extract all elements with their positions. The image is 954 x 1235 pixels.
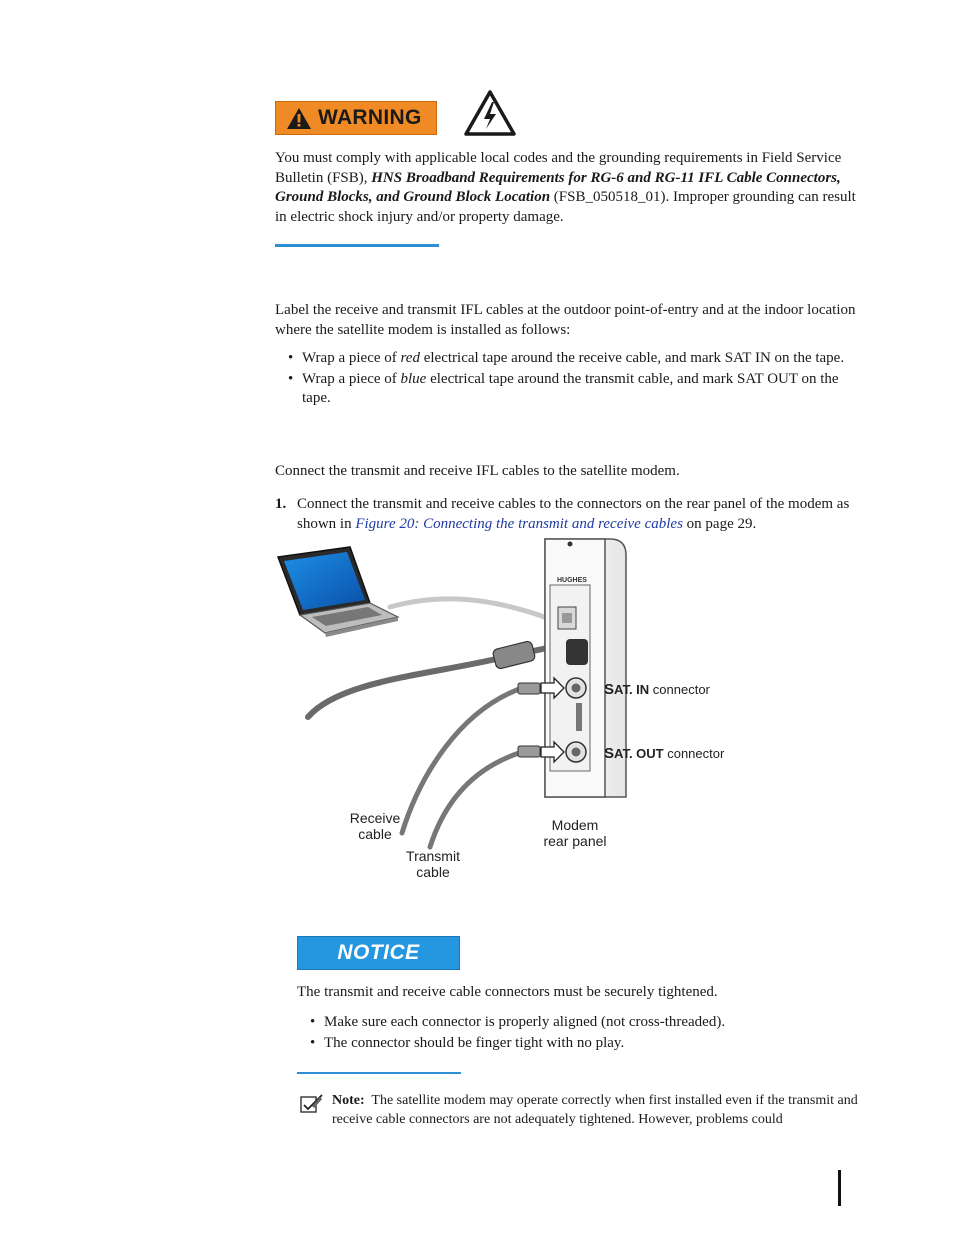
warning-end-rule (275, 244, 439, 247)
step-1 (275, 495, 869, 534)
sat-out-label-suffix: connector (663, 746, 725, 761)
transmit-cable-label-line2: cable (416, 864, 450, 880)
list-item (275, 349, 869, 369)
list-item: • Make sure each connector is properly aligned (not cross-threaded). (297, 1013, 869, 1033)
sat-in-label-suffix: connector (649, 682, 710, 697)
modem-panel-label-line2: rear panel (543, 833, 607, 849)
label-bullet-list (275, 349, 869, 410)
bullet-emphasis: blue (400, 370, 427, 387)
warning-text-intro: You must comply with applicable local codes and the grounding requirements in Field Service Bulletin (FSB), (275, 150, 842, 186)
bullet-emphasis: red (400, 350, 420, 366)
sat-in-label (604, 681, 710, 698)
sat-in-label-name: AT. IN (614, 682, 650, 697)
warning-text (275, 149, 869, 227)
connect-intro: Connect the transmit and receive IFL cables to the satellite modem. (275, 463, 680, 479)
notice-text: The transmit and receive cable connectors must be securely tightened. (297, 984, 718, 1000)
connection-figure (270, 535, 750, 885)
sat-out-label (604, 745, 724, 762)
receive-cable-label-line2: cable (358, 826, 392, 842)
notice-label: NOTICE (337, 941, 420, 964)
step-text-pre: Connect the transmit and receive cables to the connectors on the rear panel of the modem as shown in (297, 496, 850, 532)
notice-badge (297, 936, 460, 970)
notice-bullet-list (297, 1013, 869, 1054)
warning-doc-title: HNS Broadband Requirements for RG-6 and RG-11 IFL Cable Connectors, Ground Blocks, and Ground Block Location (275, 169, 841, 205)
note-body: The satellite modem may operate correctly when first installed even if the transmit and receive cable connectors are not adequately tightened. However, problems could (332, 1093, 858, 1127)
step-text-post: on page 29. (682, 515, 757, 532)
transmit-cable-line (430, 752, 522, 847)
receive-cable-label (342, 810, 408, 842)
warning-badge (275, 101, 437, 135)
list-item: • The connector should be finger tight with no play. (297, 1034, 869, 1054)
modem-panel-label (536, 817, 614, 849)
step-text (297, 495, 869, 534)
receive-cable-label-line1: Receive (349, 810, 401, 826)
change-bar (838, 1170, 841, 1206)
sat-in-label-initial: S (604, 681, 615, 698)
electric-hazard-icon (463, 89, 517, 137)
bullet-text: Wrap a piece of (302, 350, 401, 366)
list-item (275, 370, 869, 409)
figure-link[interactable]: Figure 20: Connecting the transmit and receive cables (355, 515, 683, 532)
note-text (332, 1091, 872, 1129)
transmit-connector-plug (518, 746, 540, 757)
note-label: Note: (332, 1093, 365, 1108)
ethernet-cable (390, 599, 550, 619)
step-number: 1. (275, 496, 287, 512)
ferrite-core (492, 640, 536, 669)
warning-label: WARNING (318, 106, 422, 129)
bullet-text: Wrap a piece of (302, 370, 401, 387)
notice-end-rule (297, 1072, 461, 1074)
laptop-illustration (278, 547, 398, 637)
sat-out-label-initial: S (604, 745, 615, 762)
bullet-text: electrical tape around the transmit cable, and mark SAT OUT on the tape. (302, 370, 839, 406)
note-pencil-icon (299, 1093, 325, 1115)
warning-text-outro: (FSB_050518_01). Improper grounding can result in electric shock injury and/or property damage. (275, 189, 856, 225)
bullet-text: electrical tape around the receive cable, and mark SAT IN on the tape. (419, 350, 845, 366)
transmit-cable-label-line1: Transmit (406, 848, 460, 864)
label-intro: Label the receive and transmit IFL cables at the outdoor point-of-entry and at the indoor location where the satellite modem is installed as follows: (275, 302, 856, 338)
modem-brand-label: HUGHES (557, 577, 587, 584)
transmit-cable-label (398, 848, 468, 880)
receive-connector-plug (518, 683, 540, 694)
modem-panel-label-line1: Modem (551, 817, 599, 833)
sat-out-label-name: AT. OUT (614, 746, 664, 761)
warning-triangle-icon (286, 107, 312, 130)
